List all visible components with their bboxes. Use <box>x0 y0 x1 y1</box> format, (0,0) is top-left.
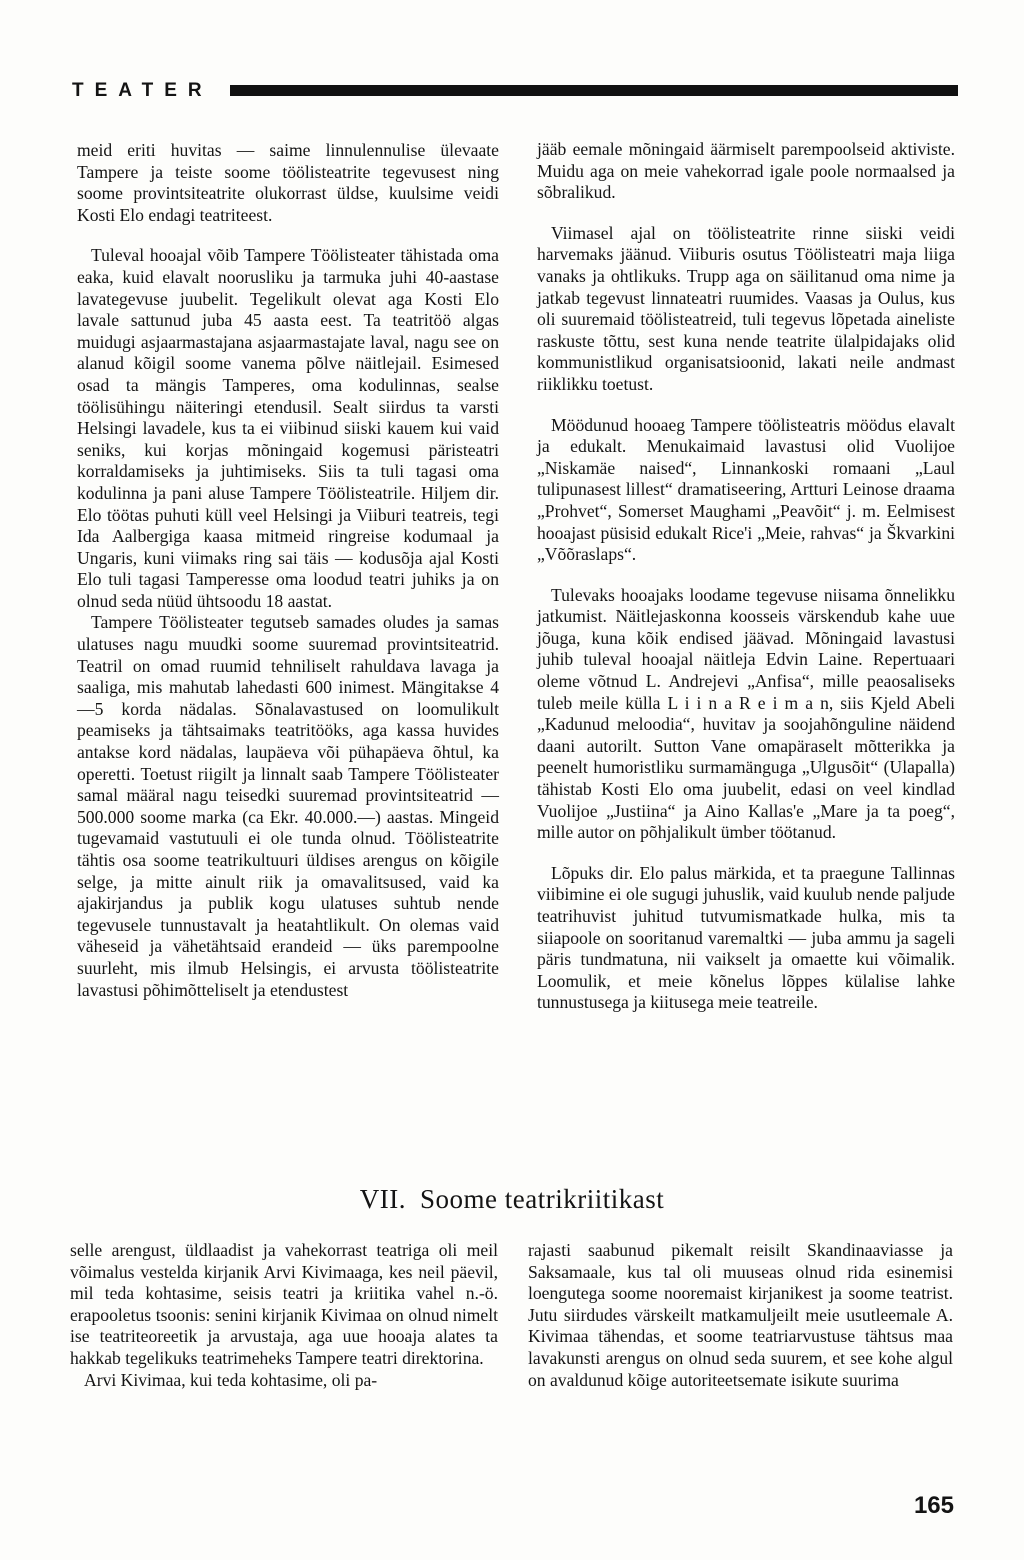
paragraph: meid eriti huvitas — saime linnulennulise ülevaate Tampere ja teiste soome töölisteatrite tegevusest ning soome provintsiteatrite olukorrast üldse, kuulsime veidi Kosti Elo endagi teatriteest. <box>77 140 499 225</box>
paragraph: Tulevaks hooajaks loodame tegevuse niisama õnnelikku jatkumist. Näitlejaskonna koosseis värskendub kahe uue jõuga, kuna kõik endised jäävad. Mõningaid lavastusi juhib tuleval hooajal näitleja Edvin Laine. Repertuaari oleme võtnud L. Andrejevi „Anfisa“, mille peaosaliseks tuleb meile külla L i i n a R e i m a n, siis Kjeld Abeli „Kadunud meloodia“, huvitav ja soojahõnguline näidend daani autorilt. Sutton Vane omapäraselt mõtterikka ja peenelt humoristliku surmamänguga „Ulgusõit“ (Ulapalla) tähistab Kosti Elo oma juubelit, edasi on veel kindlad Vuolijoe „Justiina“ ja Aino Kallas'e „Mare ja ta poeg“, mille autor on põhjalikult ümber töötanud. <box>537 584 955 843</box>
chapter-number: VII. <box>359 1184 406 1214</box>
paragraph: selle arengust, üldlaadist ja vahekorrast teatriga oli meil võimalus vestelda kirjanik Arvi Kivimaaga, kes neil päevil, mil teda kohtasime, seisis teatri ja kriitika vahel n.-ö. erapooletus tsoonis: senini kirjanik Kivimaa on olnud nimelt ise teatriteoreetik ja arvustaja, aga uue hooaja alates ta hakkab tegelikuks teatrimeheks Tampere teatri direktorina. <box>70 1240 498 1368</box>
paragraph: jääb eemale mõningaid äärmiselt parempoolseid aktiviste. Muidu aga on meie vahekorrad igale poole normaalsed ja sõbralikud. <box>537 139 955 203</box>
paragraph: Tuleval hooajal võib Tampere Töölisteater tähistada oma eaka, kuid elavalt noorusliku ja tarmuka juhi 40-aastase lavategevuse juubelit. Tegelikult olevat aga Kosti Elo lavale sattunud juba 45 aasta eest. Ta teatritöö algas muidugi asjaarmastajana asjaarmastajate laval, nagu see on alanud kõigil soome vanema põlve näitlejail. Esimesed osad ta mängis Tamperes, oma kodulinnas, sealse töölisühingu näiteringi etendusil. Sealt siirdus ta varsti Helsingi lavadele, kus ta ei viibinud siiski kauem kui vaid seniks, kui korjas mõningaid kogemusi päristeatri korraldamiseks ja juhtimiseks. Siis ta tuli tagasi oma kodulinna ja pani aluse Tampere Töölisteatrile. Hiljem dir. Elo töötas puhuti küll veel Helsingi ja Viiburi teatreis, tegi Ida Aalbergiga kaasa mitmeid ringreise kodumaal ja Ungaris, kuni viimaks ring sai täis — kodusõja ajal Kosti Elo tuli tagasi Tamperesse oma loodud teatri juhiks ja on olnud seda nüüd ühtsoodu 18 aastat. <box>77 245 499 611</box>
paragraph: rajasti saabunud pikemalt reisilt Skandinaaviasse ja Saksamaale, kus tal oli muuseas olnud rida esinemisi loengutega soome nooremaist kirjanikest ja soome teatrist. Jutu siirdudes värskeilt matkamuljeilt meie usutleemale A. Kivimaa tähendas, et soome teatriarvustuse tähtsus maa lavakunsti arengus on olnud seda suurem, et see kohe algul on avaldunud kõige autoriteetsemate isikute suurima <box>528 1240 953 1390</box>
article-column-left <box>77 140 499 1001</box>
section-label: TEATER <box>72 80 213 101</box>
chapter-column-left <box>70 1240 498 1391</box>
header-rule <box>230 85 958 96</box>
paragraph: Tampere Töölisteater tegutseb samades oludes ja samas ulatuses nagu muudki soome suuremad provintsiteatrid. Teatril on omad ruumid tehniliselt rahuldava lavaga ja saaliga, mis mahutab lahedasti 600 inimest. Mängitakse 4—5 korda nädalas. Sõnalavastused on loomulikult peamiseks ja tähtsaimaks teatritööks, aga kassa huvides antakse kord nädalas, laupäeva või pühapäeva õhtul, ka operetti. Toetust riigilt ja linnalt saab Tampere Töölisteater samal määral nagu teisedki suuremad provintsiteatrid — 500.000 soome marka (ca Ekr. 40.000.—) aastas. Mingeid tugevamaid vastutuuli ei ole tunda olnud. Töölisteatrite tähtis osa soome teatrikultuuri üldises arengus on kõigile selge, ja mitte ainult riik ja omavalitsused, vaid ka ajakirjandus ja publik kogu ulatuses suhtub nende tegevusele tunnustavalt ja heatahtlikult. On olemas vaid väheseid ja vähetähtsaid erandeid — üks parempoolne suurleht, mis ilmub Helsingis, ei arvusta töölisteatrite lavastusi põhimõtteliselt ja etendustest <box>77 612 499 1000</box>
page-header <box>72 80 958 104</box>
article-column-right <box>537 139 955 1014</box>
paragraph: Viimasel ajal on töölisteatrite rinne siiski veidi harvemaks jäänud. Viiburis osutus Töölisteatri maja liiga vanaks ja ohtlikuks. Trupp aga on säilitanud oma nime ja jatkab tegevust linnateatri ruumides. Vaasas ja Oulus, kus oli suuremaid töölisteatreid, tuli tegevus lõpetada aineliste raskuste tõttu, sest kuna nende teatrite ülalpidajaks olid kommunistlikud organisatsioonid, lakati neile andmast riiklikku toetust. <box>537 222 955 394</box>
chapter-title: Soome teatrikriitikast <box>420 1184 665 1214</box>
paragraph: Lõpuks dir. Elo palus märkida, et ta praegune Tallinnas viibimine ei ole sugugi juhuslik, vaid kuulub nende paljude teatrihuvist juhitud tutvumismatkade hulka, mis ta siiapoole on sooritanud varemaltki — juba ammu ja sageli päris tundmatuna, nii vaikselt ja omaette kui võimalik. Loomulik, et meie kõnelus lõppes külalise lahke tunnustusega ja kiitusega meie teatreile. <box>537 862 955 1013</box>
page-number: 165 <box>913 1492 954 1519</box>
paragraph: Arvi Kivimaa, kui teda kohtasime, oli pa- <box>84 1369 378 1390</box>
chapter-heading <box>0 1184 1024 1214</box>
paragraph: Möödunud hooaeg Tampere töölisteatris möödus elavalt ja edukalt. Menukaimaid lavastusi olid Vuolijoe „Niskamäe naised“, Linnankoski romaani „Laul tulipunasest lillest“ dramatiseering, Artturi Leinose draama „Prohvet“, Somerset Maughami „Peavõit“ j. m. Eelmisest hooajast püsisid edukalt Rice'i „Meie, rahvas“ ja Škvarkini „Võõraslaps“. <box>537 414 955 565</box>
chapter-column-right <box>528 1240 953 1391</box>
